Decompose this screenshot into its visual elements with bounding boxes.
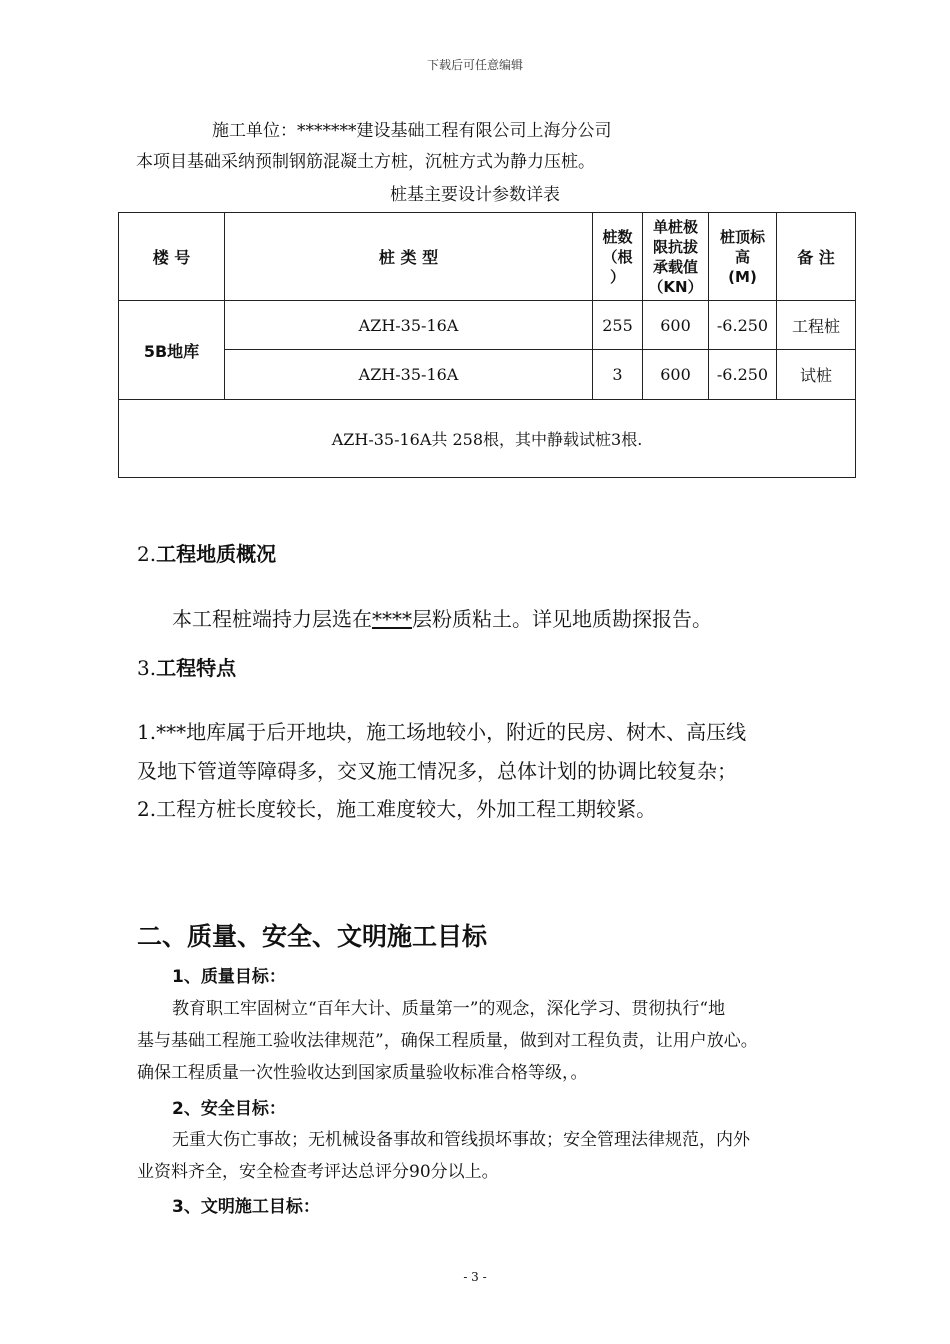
pile-count-cell: 3 (593, 350, 643, 400)
pile-parameter-table (118, 212, 856, 478)
feature-item-1-line-2: 及地下管道等障碍多，交叉施工情况多，总体计划的协调比较复杂； (137, 759, 737, 783)
table-header-row (119, 213, 856, 301)
section-features-heading: 3.工程特点 (137, 656, 237, 680)
safety-goal-line-2: 业资料齐全，安全检查考评达总评分90分以上。 (137, 1162, 499, 1182)
header-building: 楼 号 (119, 213, 225, 301)
safety-goal-line-1: 无重大伤亡事故；无机械设备事故和管线损坏事故；安全管理法律规范，内外 (172, 1130, 750, 1150)
header-top-elevation: 桩顶标 高 (M) (709, 213, 777, 301)
section-geology-heading: 2.工程地质概况 (137, 542, 277, 566)
table-row (119, 301, 856, 350)
header-remark: 备 注 (777, 213, 856, 301)
table-summary-row (119, 400, 856, 478)
table-row (119, 350, 856, 400)
load-cell: 600 (643, 350, 709, 400)
elevation-cell: -6.250 (709, 301, 777, 350)
page-number: - 3 - (463, 1270, 487, 1284)
table-summary: AZH-35-16A共 258根，其中静载试桩3根. (119, 400, 856, 478)
building-cell: 5B地库 (119, 301, 225, 400)
pile-count-cell: 255 (593, 301, 643, 350)
page-header: 下载后可任意编辑 (426, 58, 523, 72)
civil-goal-heading: 3、文明施工目标： (172, 1197, 320, 1217)
elevation-cell: -6.250 (709, 350, 777, 400)
feature-item-1-line-1: 1.***地库属于后开地块，施工场地较小，附近的民房、树木、高压线 (137, 720, 747, 744)
quality-goal-line-3: 确保工程质量一次性验收达到国家质量验收标准合格等级，。 (137, 1063, 588, 1083)
chapter-title: 二、质量、安全、文明施工目标 (137, 922, 488, 951)
remark-cell: 工程桩 (777, 301, 856, 350)
quality-goal-line-2: 基与基础工程施工验收法律规范”，确保工程质量，做到对工程负责，让用户放心。 (137, 1031, 758, 1051)
quality-goal-line-1: 教育职工牢固树立“百年大计、质量第一”的观念，深化学习、贯彻执行“地 (172, 999, 726, 1019)
table-caption: 桩基主要设计参数详表 (390, 185, 560, 205)
construction-company: 施工单位：*******建设基础工程有限公司上海分公司 (212, 121, 612, 141)
pile-type-cell: AZH-35-16A (225, 350, 593, 400)
quality-goal-heading: 1、质量目标： (172, 967, 286, 987)
header-pile-type: 桩 类 型 (225, 213, 593, 301)
header-uplift-capacity: 单桩极 限抗拔 承载值 （KN） (643, 213, 709, 301)
load-cell: 600 (643, 301, 709, 350)
feature-item-2: 2.工程方桩长度较长，施工难度较大，外加工程工期较紧。 (137, 797, 657, 821)
geology-text: 本工程桩端持力层选在****层粉质粘土。详见地质勘探报告。 (172, 607, 712, 631)
remark-cell: 试桩 (777, 350, 856, 400)
safety-goal-heading: 2、安全目标： (172, 1099, 286, 1119)
header-pile-count: 桩数 （根 ） (593, 213, 643, 301)
pile-method: 本项目基础采纳预制钢筋混凝土方桩，沉桩方式为静力压桩。 (136, 152, 595, 172)
pile-type-cell: AZH-35-16A (225, 301, 593, 350)
